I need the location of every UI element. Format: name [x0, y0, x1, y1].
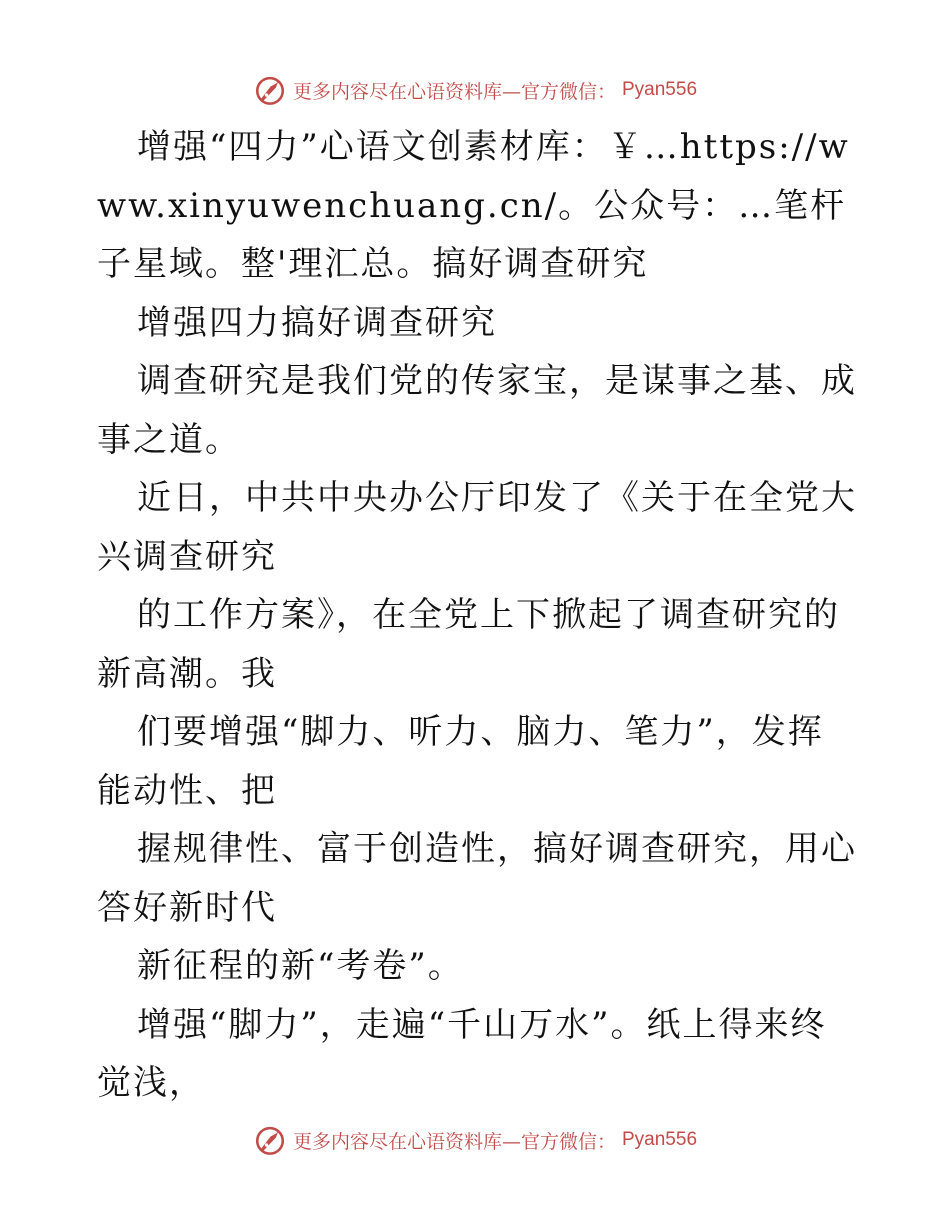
banner-text: 更多内容尽在心语资料库—官方微信： [292, 1130, 616, 1153]
pen-nib-logo-icon [253, 73, 287, 107]
paragraph: 近日，中共中央办公厅印发了《关于在全党大兴调查研究 [97, 478, 857, 577]
paragraph: 增强四力搞好调查研究 [137, 302, 497, 343]
paragraph: 握规律性、富于创造性，搞好调查研究，用心答好新时代 [97, 829, 857, 928]
paragraph: 增强“脚力”，走遍“千山万水”。纸上得来终觉浅， [97, 1004, 827, 1103]
paragraph: 增强“四力”心语文创素材库：￥…https://www.xinyuwenchuang.cn/。公众号：…笔杆子星域。整'理汇总。搞好调查研究 [97, 127, 850, 284]
paragraph: 们要增强“脚力、听力、脑力、笔力”，发挥能动性、把 [97, 712, 824, 811]
banner-wechat-id: Pyan556 [622, 1129, 698, 1150]
paragraph: 的工作方案》，在全党上下掀起了调查研究的新高潮。我 [97, 595, 840, 694]
banner-text: 更多内容尽在心语资料库—官方微信： [292, 80, 616, 103]
paragraph: 新征程的新“考卷”。 [137, 946, 464, 986]
paragraph: 调查研究是我们党的传家宝，是谋事之基、成事之道。 [97, 361, 857, 460]
banner-wechat-id: Pyan556 [622, 79, 698, 100]
pen-nib-logo-icon [253, 1123, 287, 1157]
document-body [97, 118, 857, 1113]
header-banner [0, 70, 950, 110]
footer-banner [0, 1120, 950, 1160]
